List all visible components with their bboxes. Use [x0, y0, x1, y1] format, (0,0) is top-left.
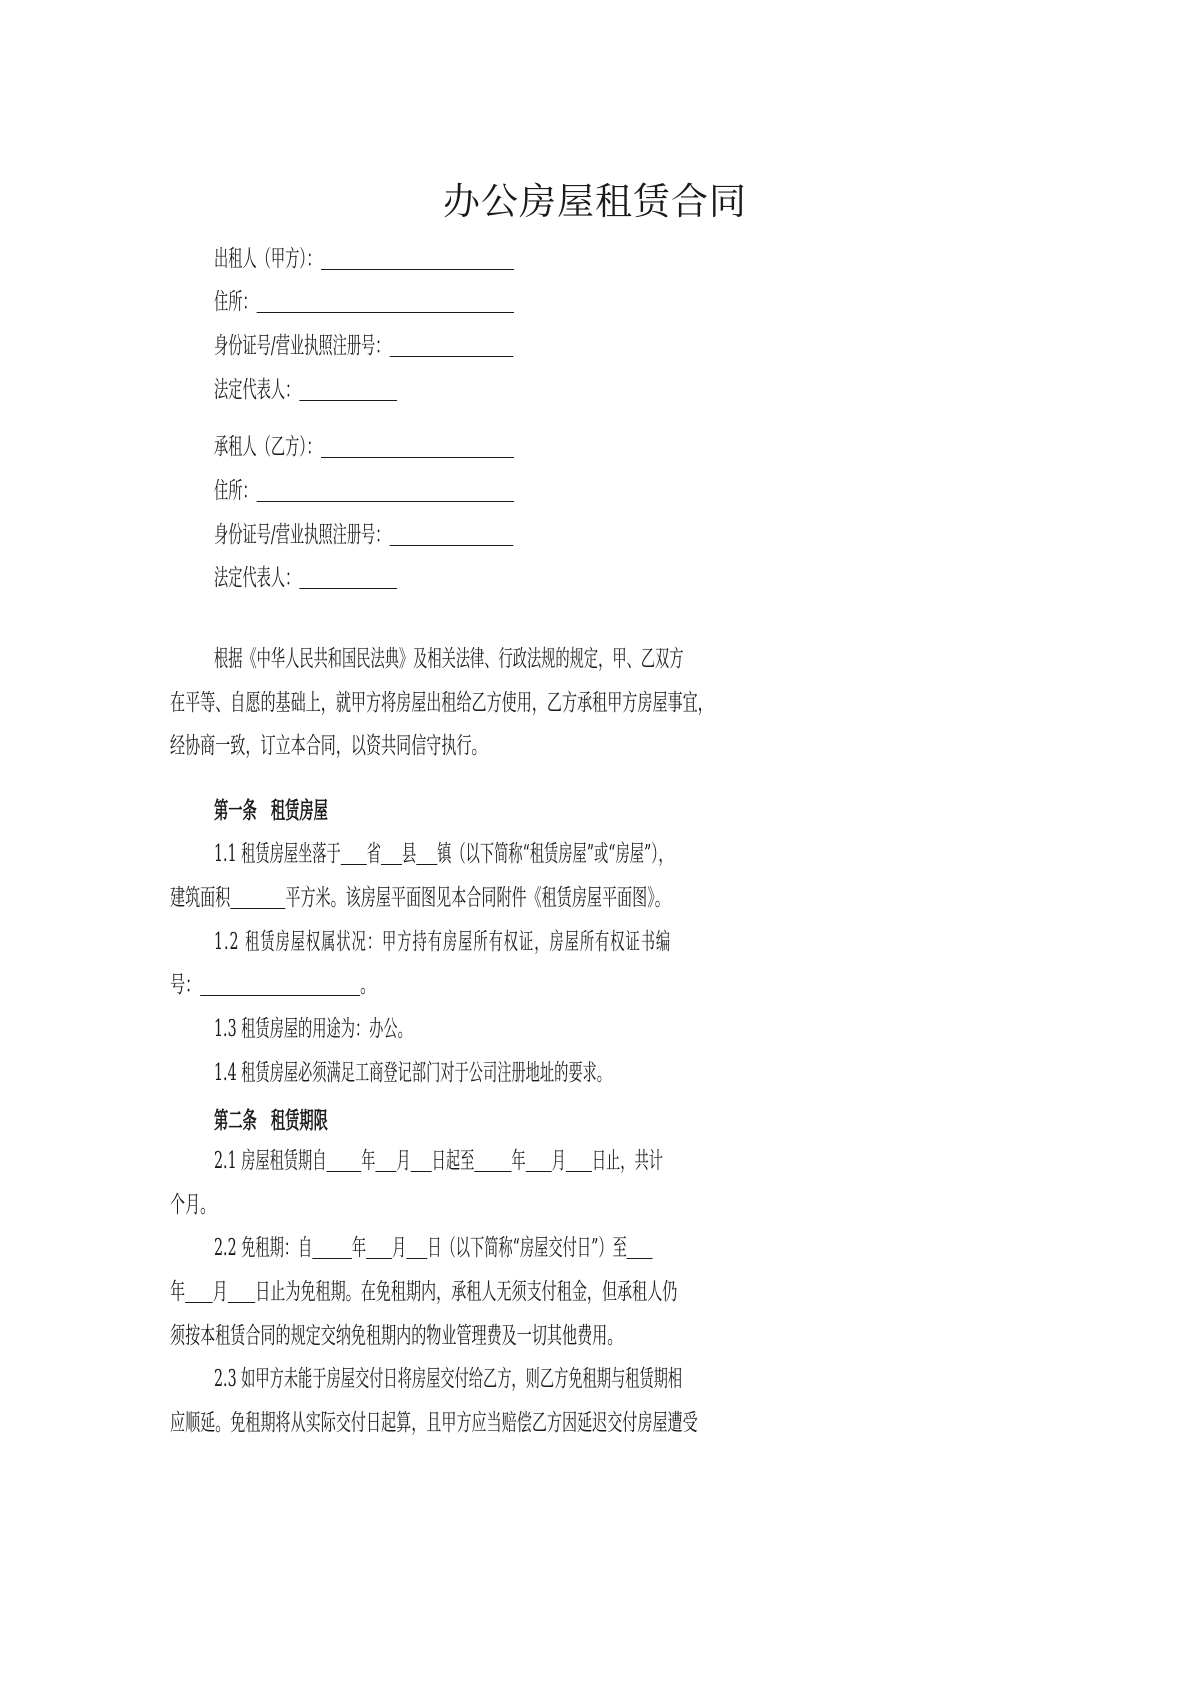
- province-blank[interactable]: [341, 840, 367, 865]
- lessor-name-blank[interactable]: [321, 245, 514, 270]
- lessor-rep-blank[interactable]: [299, 376, 397, 401]
- free-end-year-blank[interactable]: [627, 1234, 653, 1259]
- end-month-blank[interactable]: [526, 1147, 552, 1172]
- lessor-address-blank[interactable]: [257, 288, 514, 313]
- certificate-period: 。: [360, 972, 376, 998]
- end-month-label: 月: [551, 1148, 566, 1174]
- delivery-date-text: 日（以下简称“房屋交付日”）至: [427, 1235, 627, 1261]
- lessor-id-label: 身份证号/营业执照注册号：: [214, 333, 390, 359]
- lessor-rep-label: 法定代表人：: [214, 377, 300, 403]
- certificate-number-blank[interactable]: [200, 971, 360, 996]
- free-end-day-text: 日止为免租期。在免租期内，承租人无须支付租金，但承租人仍: [255, 1279, 678, 1305]
- lease-term-label: 2.1 房屋租赁期自: [214, 1148, 327, 1174]
- lessee-address-blank[interactable]: [257, 477, 514, 502]
- free-end-day-blank[interactable]: [228, 1278, 256, 1303]
- start-year-blank[interactable]: [326, 1147, 361, 1172]
- end-year-label: 年: [511, 1148, 526, 1174]
- area-blank[interactable]: [230, 884, 285, 909]
- clause-2-2-line-3: 须按本租赁合同的规定交纳免租期内的物业管理费及一切其他费用。: [170, 1323, 623, 1349]
- lessee-id-blank[interactable]: [389, 521, 513, 546]
- free-start-month-blank[interactable]: [366, 1234, 392, 1259]
- free-start-year-label: 年: [351, 1235, 367, 1261]
- area-unit-text: 平方米。该房屋平面图见本合同附件《租赁房屋平面图》。: [285, 885, 670, 911]
- certificate-label: 号：: [170, 972, 201, 998]
- free-end-month-blank[interactable]: [185, 1278, 213, 1303]
- lessee-address-row: [82, 475, 950, 507]
- article-2-heading: 第二条 租赁期限: [214, 1107, 328, 1134]
- start-year-label: 年: [361, 1148, 376, 1174]
- free-start-month-label: 月: [392, 1235, 407, 1261]
- clause-1-2-line-1: 1.2 租赁房屋权属状况：甲方持有房屋所有权证，房屋所有权证书编: [214, 929, 672, 955]
- clause-1-2-line-2: [59, 969, 950, 1001]
- clause-2-2-line-1: [82, 1232, 950, 1264]
- lessee-id-label: 身份证号/营业执照注册号：: [214, 522, 390, 548]
- clause-2-1-line-1: [82, 1145, 950, 1177]
- province-label: 省: [366, 841, 381, 867]
- free-start-day-blank[interactable]: [406, 1234, 427, 1259]
- clause-1-1-line-2: [59, 882, 950, 914]
- lessor-address-row: [82, 286, 950, 318]
- lessor-name-row: [82, 243, 950, 275]
- free-end-year-label: 年: [170, 1279, 186, 1305]
- lessee-id-row: [82, 519, 950, 551]
- lessor-address-label: 住所：: [214, 289, 257, 315]
- town-blank[interactable]: [416, 840, 437, 865]
- clause-2-3-line-1: 2.3 如甲方未能于房屋交付日将房屋交付给乙方，则乙方免租期与租赁期相: [214, 1366, 683, 1392]
- start-day-blank[interactable]: [411, 1147, 432, 1172]
- end-year-blank[interactable]: [474, 1147, 511, 1172]
- start-day-label: 日起至: [431, 1148, 475, 1174]
- lessee-name-row: [82, 431, 950, 463]
- lessor-name-label: 出租人（甲方）：: [214, 246, 321, 272]
- county-label: 县: [401, 841, 417, 867]
- lessor-id-blank[interactable]: [389, 332, 513, 357]
- lessee-rep-row: [82, 562, 950, 594]
- lessee-rep-label: 法定代表人：: [214, 565, 300, 591]
- clause-1-1-line-1: [82, 838, 950, 870]
- start-month-label: 月: [396, 1148, 411, 1174]
- end-day-blank[interactable]: [566, 1147, 592, 1172]
- document-title: 办公房屋租赁合同: [443, 180, 747, 223]
- lessee-name-blank[interactable]: [321, 433, 514, 458]
- lessor-rep-row: [82, 374, 950, 406]
- county-blank[interactable]: [381, 840, 402, 865]
- preamble-line-1: 根据《中华人民共和国民法典》及相关法律、行政法规的规定，甲、乙双方: [214, 646, 684, 672]
- lessee-name-label: 承租人（乙方）：: [214, 434, 321, 460]
- clause-2-1-line-2: 个月。: [170, 1192, 216, 1218]
- clause-2-3-line-2: 应顺延。免租期将从实际交付日起算，且甲方应当赔偿乙方因延迟交付房屋遭受: [170, 1410, 698, 1436]
- clause-1-1-text: 1.1 租赁房屋坐落于: [214, 841, 341, 867]
- town-label: 镇（以下简称“租赁房屋”或“房屋”），: [437, 841, 673, 867]
- clause-2-2-line-2: [59, 1276, 950, 1308]
- start-month-blank[interactable]: [375, 1147, 396, 1172]
- clause-1-3: 1.3 租赁房屋的用途为：办公。: [214, 1016, 412, 1042]
- article-1-heading: 第一条 租赁房屋: [214, 797, 328, 824]
- free-end-month-label: 月: [212, 1279, 228, 1305]
- lessee-address-label: 住所：: [214, 478, 257, 504]
- lessor-id-row: [82, 330, 950, 362]
- lessee-rep-blank[interactable]: [299, 564, 397, 589]
- rent-free-label: 2.2 免租期：自: [214, 1235, 313, 1261]
- end-day-label: 日止，共计: [591, 1148, 663, 1174]
- area-label: 建筑面积: [170, 885, 231, 911]
- clause-1-4: 1.4 租赁房屋必须满足工商登记部门对于公司注册地址的要求。: [214, 1060, 612, 1086]
- preamble-line-3: 经协商一致，订立本合同，以资共同信守执行。: [170, 733, 487, 759]
- free-start-year-blank[interactable]: [312, 1234, 352, 1259]
- preamble-line-2: 在平等、自愿的基础上，就甲方将房屋出租给乙方使用，乙方承租甲方房屋事宜，: [170, 690, 713, 716]
